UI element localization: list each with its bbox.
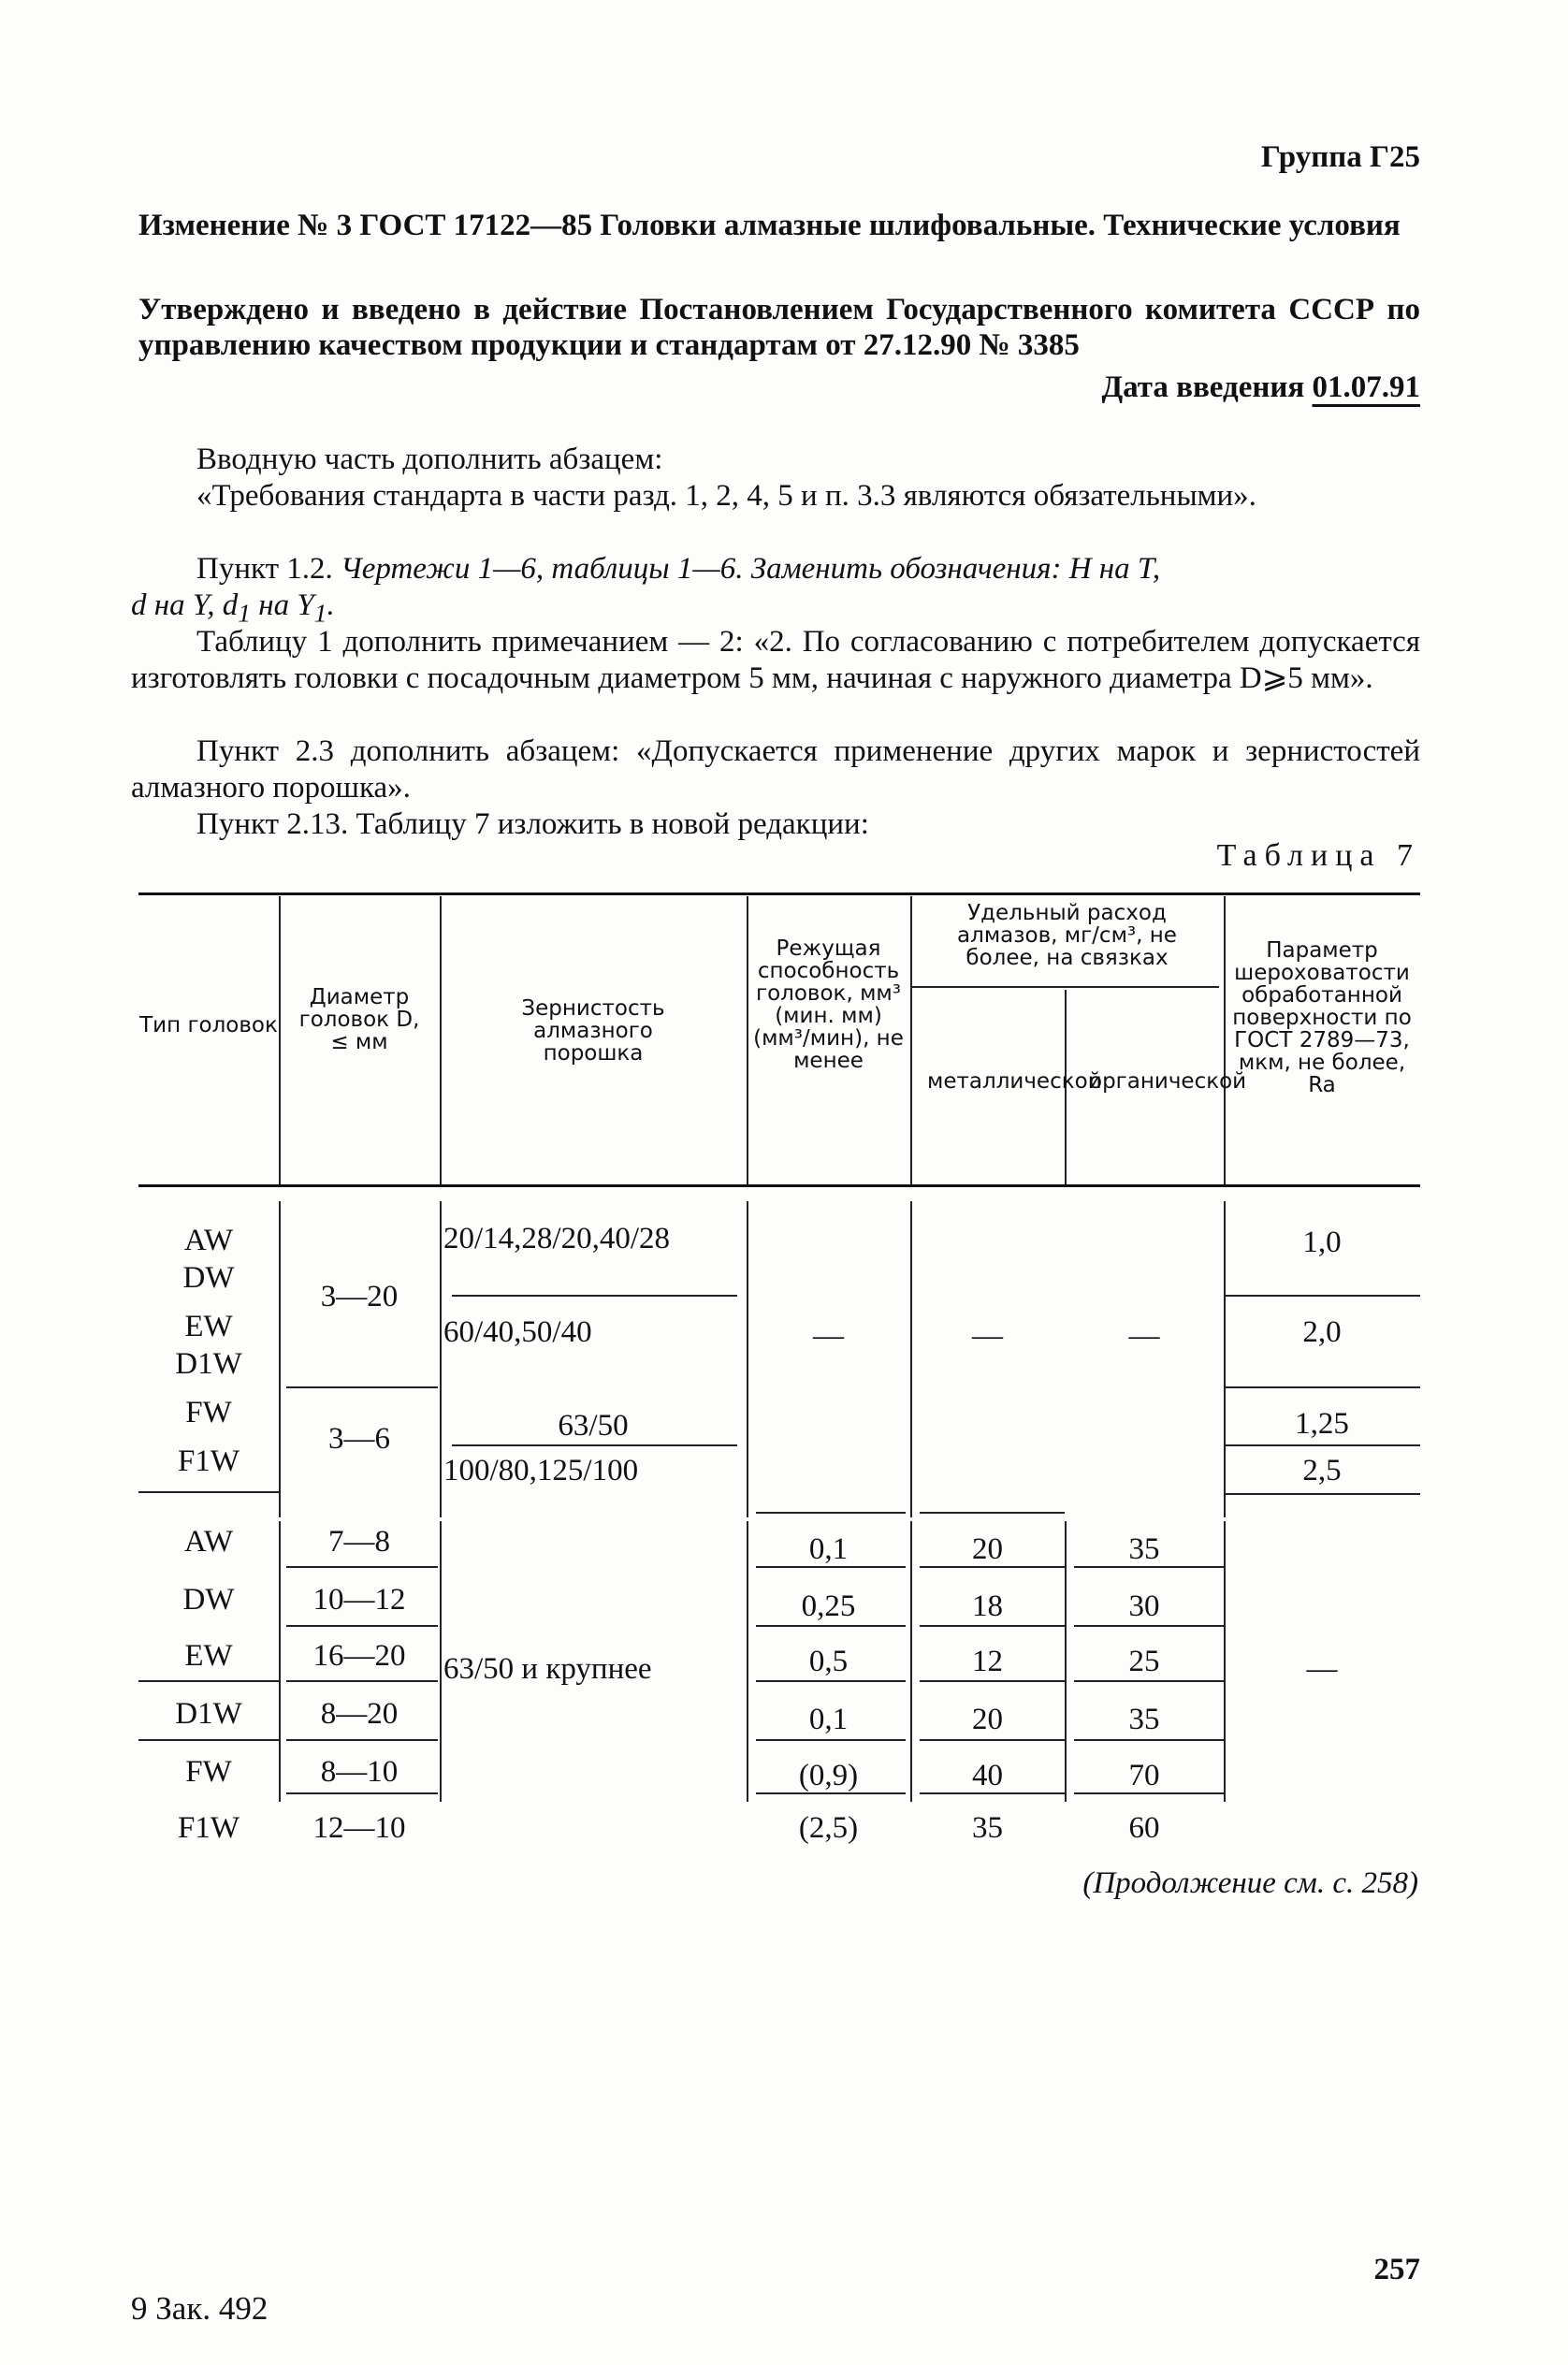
paragraph-3-item: Пункт 1.2. <box>196 552 333 586</box>
table-header-rule <box>138 1184 1420 1187</box>
upper-ra-4: 2,5 <box>1302 1454 1342 1487</box>
table-top-rule <box>138 892 1420 895</box>
upper-diam-1: 3—20 <box>320 1280 399 1313</box>
lower-grain: 63/50 и крупнее <box>443 1652 652 1686</box>
row-5-organic: 70 <box>1128 1759 1160 1792</box>
row-1-cut: 0,1 <box>808 1532 849 1566</box>
upper-ra-3: 1,25 <box>1295 1407 1349 1441</box>
header-cutting: Режущая способность головок, мм³ (мин. мм) (мм³/мин), не менее <box>753 936 904 1073</box>
group-label: Группа Г25 <box>1260 140 1420 174</box>
table-row: F1W <box>178 1811 240 1845</box>
row-3-diam: 16—20 <box>312 1639 406 1673</box>
upper-grain-1: 20/14,28/20,40/28 <box>443 1222 671 1255</box>
header-diameter: Диаметр головок D, ≤ мм <box>298 985 420 1054</box>
row-3-cut: 0,5 <box>808 1645 849 1678</box>
row-2-diam: 10—12 <box>312 1583 406 1617</box>
upper-grain-4: 100/80,125/100 <box>443 1454 639 1487</box>
row-2-metal: 18 <box>972 1589 1003 1623</box>
header-grain: Зернистость алмазного порошка <box>521 996 665 1066</box>
upper-cut-dash: — <box>813 1319 844 1353</box>
row-6-metal: 35 <box>972 1811 1003 1845</box>
row-1-diam: 7—8 <box>328 1525 390 1559</box>
table-row: DW <box>182 1583 235 1617</box>
row-1-metal: 20 <box>972 1532 1003 1566</box>
table-row: EW <box>184 1639 233 1673</box>
paragraph-3-cont: d на Y, $d_1$ на $Y_1$. <box>131 588 335 628</box>
header-consumption: Удельный расход алмазов, мг/см³, не более, на связках <box>957 901 1177 970</box>
header-organic: органической <box>1089 1069 1247 1094</box>
document-title: Изменение № 3 ГОСТ 17122—85 Головки алмазные шлифовальные. Технические условия <box>138 209 1401 242</box>
row-6-cut: (2,5) <box>798 1811 859 1845</box>
lower-ra: — <box>1306 1652 1338 1686</box>
header-type: Тип головок <box>139 1013 278 1037</box>
row-2-cut: 0,25 <box>801 1589 856 1623</box>
row-3-metal: 12 <box>972 1645 1003 1678</box>
paragraph-1: Вводную часть дополнить абзацем: <box>196 443 663 476</box>
date-value: 01.07.91 <box>1312 370 1420 404</box>
approval-text: Утверждено и введено в действие Постановлением Государственного комитета СССР по управлению качеством продукции и стандартам от 27.12.90 № 3385 <box>138 293 1420 362</box>
table-7 <box>138 892 1420 1847</box>
upper-organic-dash: — <box>1128 1319 1160 1353</box>
row-4-metal: 20 <box>972 1703 1003 1736</box>
paragraph-3 <box>131 551 1420 588</box>
header-metal: металлической <box>927 1069 1102 1094</box>
upper-grain-2: 60/40,50/40 <box>443 1315 592 1349</box>
row-6-organic: 60 <box>1128 1811 1160 1845</box>
paragraph-2: «Требования стандарта в части разд. 1, 2, 4, 5 и п. 3.3 являются обязательными». <box>196 479 1256 513</box>
paragraph-4: Таблицу 1 дополнить примечанием — 2: «2. По согласованию с потребителем допускается изготовлять головки с посадочным диаметром 5 мм, начиная с наружного диаметра D⩾5 мм». <box>131 625 1420 695</box>
upper-metal-dash: — <box>972 1319 1003 1353</box>
row-4-cut: 0,1 <box>808 1703 849 1736</box>
table-row: AW <box>183 1525 234 1559</box>
row-5-cut: (0,9) <box>798 1759 859 1792</box>
upper-ra-2: 2,0 <box>1302 1315 1342 1349</box>
row-1-organic: 35 <box>1128 1532 1160 1566</box>
order-number: 9 Зак. 492 <box>131 2290 269 2327</box>
table-row: FW <box>185 1755 232 1789</box>
paragraph-3-text: Чертежи 1—6, таблицы 1—6. Заменить обозначения: H на T, <box>341 552 1161 586</box>
header-roughness: Параметр шероховатости обработанной поверхности по ГОСТ 2789—73, мкм, не более, Ra <box>1232 938 1412 1097</box>
row-4-diam: 8—20 <box>320 1697 399 1731</box>
row-5-metal: 40 <box>972 1759 1003 1792</box>
upper-ra-1: 1,0 <box>1302 1226 1342 1259</box>
paragraph-5: Пункт 2.3 дополнить абзацем: «Допускается применение других марок и зернистостей алмазного порошка». <box>131 734 1420 805</box>
table-caption: Таблица 7 <box>1216 838 1420 873</box>
row-4-organic: 35 <box>1128 1703 1160 1736</box>
row-2-organic: 30 <box>1128 1589 1160 1623</box>
effective-date <box>1101 370 1420 405</box>
paragraph-6: Пункт 2.13. Таблицу 7 изложить в новой редакции: <box>196 807 869 841</box>
upper-grain-3: 63/50 <box>558 1409 629 1443</box>
table-row: D1W <box>175 1697 242 1731</box>
row-3-organic: 25 <box>1128 1645 1160 1678</box>
continuation-note: (Продолжение см. с. 258) <box>1082 1866 1418 1900</box>
page-number: 257 <box>1373 2253 1420 2286</box>
consumption-subrule <box>910 986 1219 988</box>
upper-types: AW DW EW D1W FW F1W <box>175 1224 242 1478</box>
date-label: Дата введения <box>1101 370 1305 404</box>
row-6-diam: 12—10 <box>312 1811 406 1845</box>
row-5-diam: 8—10 <box>320 1755 399 1789</box>
upper-diam-2: 3—6 <box>328 1422 390 1456</box>
